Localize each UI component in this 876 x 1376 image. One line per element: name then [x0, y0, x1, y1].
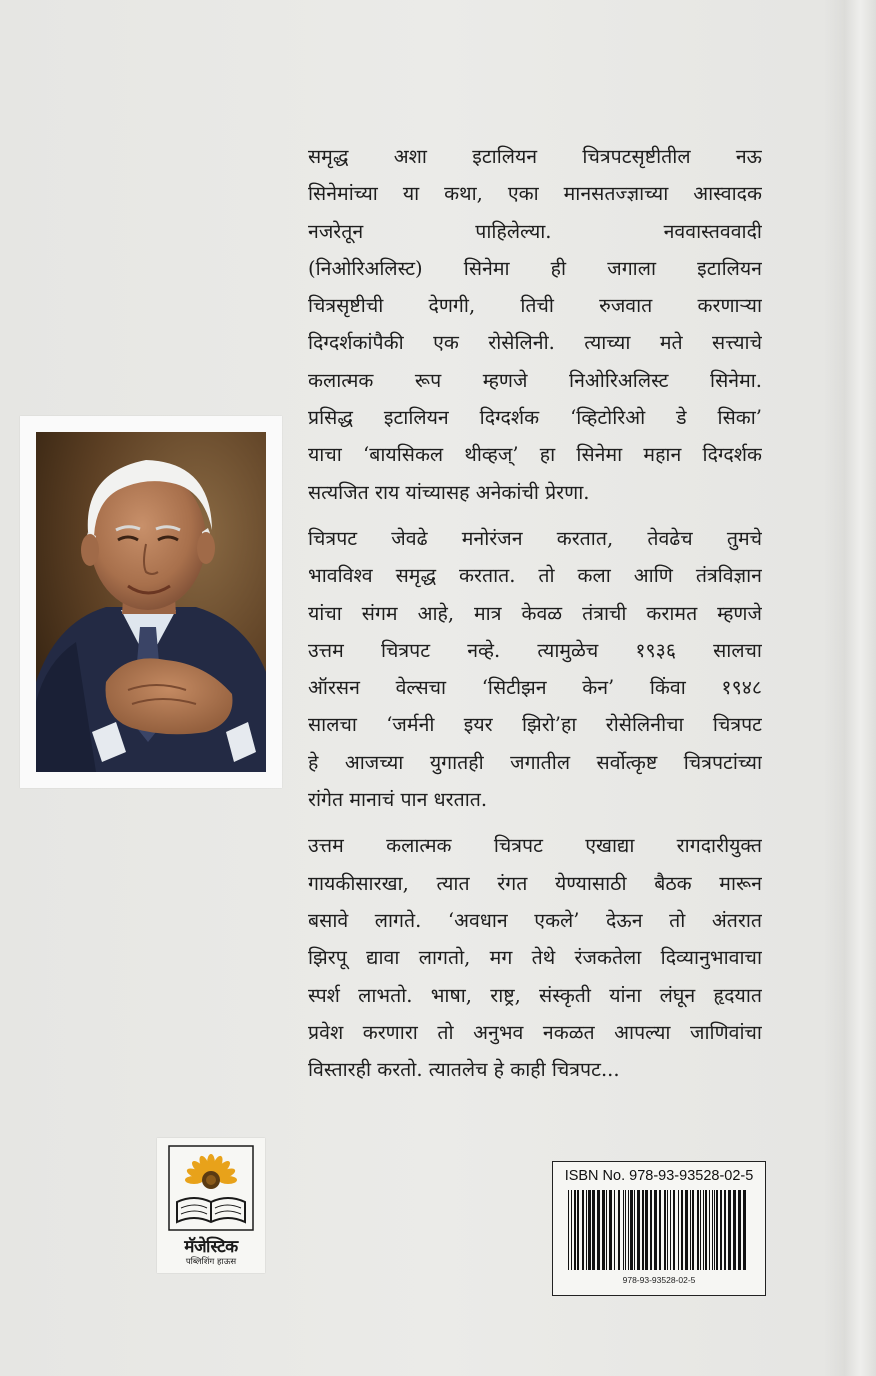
barcode-bar [597, 1190, 600, 1270]
blurb-line: स्पर्श लाभतो. भाषा, राष्ट्र, संस्कृती यांना लंघून हृदयात [308, 983, 762, 1007]
barcode-bar [586, 1190, 587, 1270]
barcode-bar [705, 1190, 707, 1270]
blurb-paragraph [308, 827, 762, 1088]
blurb-line: झिरपू द्यावा लागतो, मग तेथे रंजकतेला दिव्यानुभावाचा [308, 946, 762, 970]
author-portrait-icon [36, 432, 266, 772]
barcode-bar [588, 1190, 591, 1270]
barcode-bar [724, 1190, 726, 1270]
barcode-bar [709, 1190, 710, 1270]
author-photo-frame [20, 416, 282, 788]
barcode-bar [654, 1190, 657, 1270]
barcode-bar [692, 1190, 694, 1270]
isbn-number: 978-93-93528-02-5 [622, 1275, 696, 1285]
barcode-bar [681, 1190, 683, 1270]
isbn-title: ISBN No. 978-93-93528-02-5 [564, 1168, 754, 1184]
barcode-bar [625, 1190, 626, 1270]
barcode-bar [645, 1190, 648, 1270]
barcode-bar [637, 1190, 640, 1270]
barcode-bar [630, 1190, 633, 1270]
isbn-barcode-box [552, 1161, 766, 1296]
blurb-line: सत्यजित राय यांच्यासह अनेकांची प्रेरणा. [308, 480, 590, 504]
barcode-bar [670, 1190, 671, 1270]
sunflower-book-icon [157, 1138, 265, 1234]
blurb-line: समृद्ध अशा इटालियन चित्रपटसृष्टीतील नऊ [308, 145, 762, 168]
barcode-bar [659, 1190, 661, 1270]
barcode-bar [642, 1190, 644, 1270]
barcode-bar [667, 1190, 668, 1270]
spine-edge [824, 0, 876, 1376]
barcode-bar [577, 1190, 579, 1270]
barcode-bar [582, 1190, 584, 1270]
barcode-bar [738, 1190, 741, 1270]
publisher-logo [157, 1138, 265, 1273]
barcode-bar [574, 1190, 576, 1270]
blurb-line: उत्तम चित्रपट नव्हे. त्यामुळेच १९३६ सालचा [308, 638, 762, 662]
barcode-bar [743, 1190, 746, 1270]
blurb-line: विस्तारही करतो. त्यातलेच हे काही चित्रपट... [308, 1058, 620, 1082]
barcode-bar [571, 1190, 572, 1270]
barcode-bar [733, 1190, 736, 1270]
barcode-bar [697, 1190, 699, 1270]
blurb-line: यांचा संगम आहे, मात्र केवळ तंत्राची करामत म्हणजे [308, 601, 762, 625]
blurb-line: याचा ‘बायसिकल थीव्हज्’ हा सिनेमा महान दिग्दर्शक [308, 443, 762, 467]
blurb-line: चित्रपट जेवढे मनोरंजन करतात, तेवढेच तुमचे [308, 526, 762, 550]
barcode-bar [714, 1190, 715, 1270]
barcode-bar [728, 1190, 731, 1270]
blurb-paragraph [308, 138, 762, 511]
barcode-bar [685, 1190, 688, 1270]
blurb-line: गायकीसारखा, त्यात रंगत येण्यासाठी बैठक मारून [308, 871, 762, 895]
blurb-line: भावविश्व समृद्ध करतात. तो कला आणि तंत्रविज्ञान [308, 564, 762, 588]
barcode-bar [716, 1190, 718, 1270]
blurb-line: प्रसिद्ध इटालियन दिग्दर्शक ‘व्हिटोरिओ डे सिका’ [308, 406, 762, 430]
barcode-bar [618, 1190, 620, 1270]
barcode-bar [634, 1190, 635, 1270]
blurb-line: ऑरसन वेल्सचा ‘सिटीझन केन’ किंवा १९४८ [308, 676, 762, 700]
barcode-bar [606, 1190, 607, 1270]
barcode-bar [614, 1190, 615, 1270]
barcode-bar [623, 1190, 624, 1270]
blurb-line: चित्रसृष्टीची देणगी, तिची रुजवात करणाऱ्या [308, 294, 762, 318]
publisher-tagline: पब्लिशिंग हाऊस [185, 1257, 237, 1267]
barcode-bar [673, 1190, 675, 1270]
blurb-line: दिग्दर्शकांपैकी एक रोसेलिनी. त्याच्या मते सत्त्याचे [308, 331, 762, 355]
barcode-bar [720, 1190, 722, 1270]
barcode-bar [703, 1190, 704, 1270]
barcode-bar [678, 1190, 679, 1270]
barcode-bar [628, 1190, 629, 1270]
barcode-bar [592, 1190, 595, 1270]
barcode-bar [690, 1190, 691, 1270]
barcode-bar [664, 1190, 666, 1270]
blurb-line: रांगेत मानाचं पान धरतात. [308, 788, 488, 812]
barcode-bar [602, 1190, 605, 1270]
barcode-bar [712, 1190, 713, 1270]
blurb-line: सालचा ‘जर्मनी इयर झिरो’हा रोसेलिनीचा चित्रपट [308, 713, 762, 737]
blurb-line: (निओरिअलिस्ट) सिनेमा ही जगाला इटालियन [308, 256, 762, 280]
blurb-line: नजरेतून पाहिलेल्या. नववास्तववादी [308, 219, 762, 243]
barcode-bar [700, 1190, 701, 1270]
blurb-line: हे आजच्या युगातही जगातील सर्वोत्कृष्ट चित्रपटांच्या [308, 750, 762, 774]
barcode-bar [568, 1190, 569, 1270]
barcode-bar [650, 1190, 652, 1270]
blurb-line: उत्तम कलात्मक चित्रपट एखाद्या रागदारीयुक्त [308, 834, 762, 858]
blurb-line: कलात्मक रूप म्हणजे निओरिअलिस्ट सिनेमा. [308, 368, 762, 392]
author-photo [36, 432, 266, 772]
barcode-bar [609, 1190, 612, 1270]
blurb-line: बसावे लागते. ‘अवधान एकले’ देऊन तो अंतरात [308, 908, 762, 932]
blurb-paragraph [308, 520, 762, 818]
barcode-icon [566, 1190, 752, 1272]
blurb-line: प्रवेश करणारा तो अनुभव नकळत आपल्या जाणिवांचा [308, 1020, 762, 1044]
blurb-line: सिनेमांच्या या कथा, एका मानसतज्ज्ञाच्या आस्वादक [308, 182, 762, 206]
blurb-text [308, 138, 762, 1097]
publisher-name: मॅजेस्टिक [184, 1237, 238, 1257]
